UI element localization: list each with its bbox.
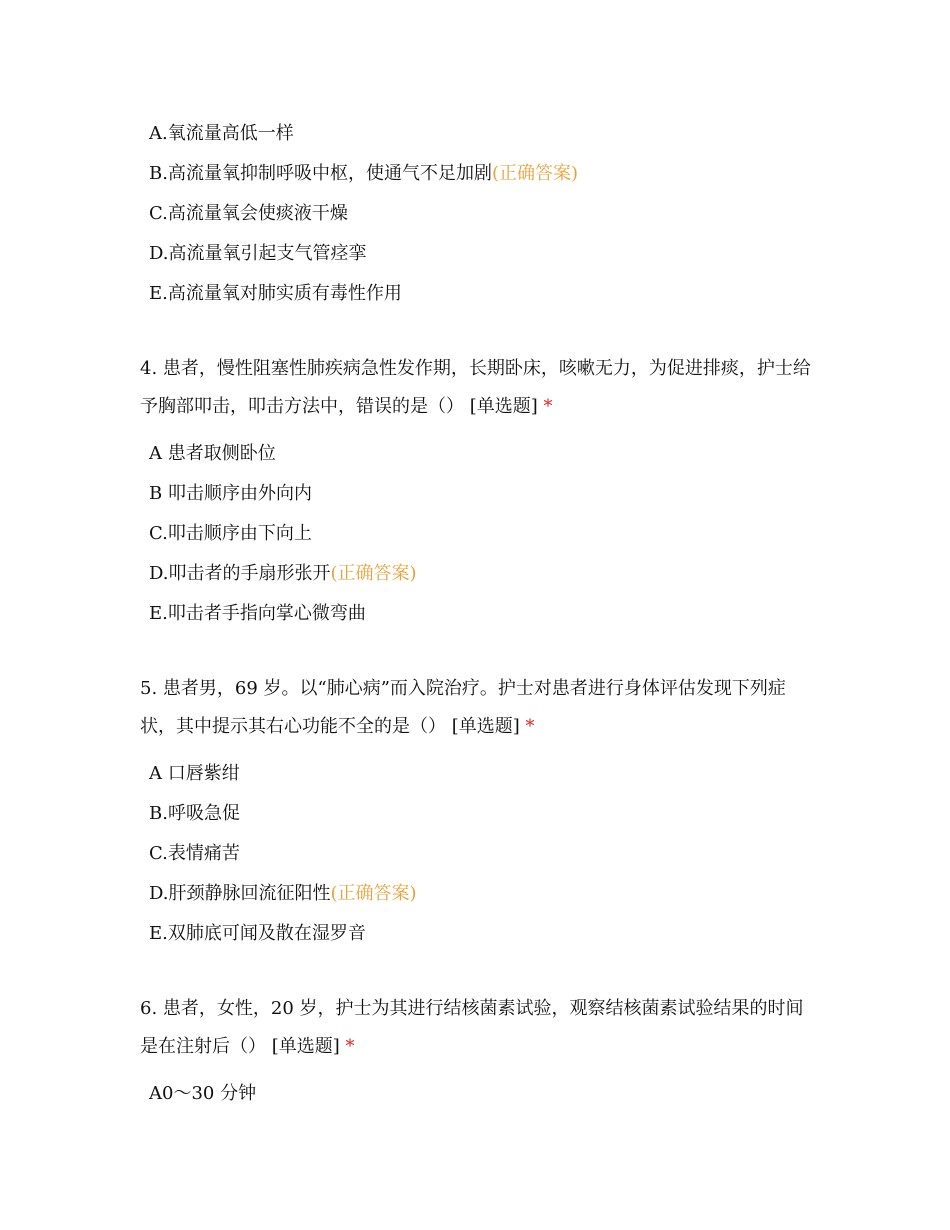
- correct-answer-tag: (正确答案): [330, 563, 417, 584]
- option-q5-b: [149, 802, 240, 826]
- option-q5-d: [149, 882, 417, 906]
- option-q3-e: [149, 282, 402, 306]
- option-text: D.肝颈静脉回流征阳性: [149, 883, 331, 904]
- option-text: B.呼吸急促: [149, 803, 240, 824]
- option-q3-c: [149, 202, 348, 226]
- option-text: D.叩击者的手扇形张开: [149, 563, 331, 584]
- required-marker: *: [525, 716, 535, 737]
- question-5-stem: [140, 670, 820, 746]
- required-marker: *: [543, 396, 553, 417]
- option-q3-d: [149, 242, 367, 266]
- option-q4-c: [149, 522, 312, 546]
- option-q4-d: [149, 562, 417, 586]
- option-text: B 叩击顺序由外向内: [149, 483, 312, 504]
- option-q4-e: [149, 602, 366, 626]
- option-text: C.高流量氧会使痰液干燥: [149, 203, 348, 224]
- correct-answer-tag: (正确答案): [330, 883, 417, 904]
- option-q5-e: [149, 922, 366, 946]
- option-text: E.叩击者手指向掌心微弯曲: [149, 603, 366, 624]
- option-text: E.双肺底可闻及散在湿罗音: [149, 923, 366, 944]
- option-text: A0～30 分钟: [149, 1083, 257, 1104]
- question-text: 5. 患者男，69 岁。以“肺心病”而入院治疗。护士对患者进行身体评估发现下列症状，其中提示其右心功能不全的是（）: [140, 678, 786, 737]
- option-text: E.高流量氧对肺实质有毒性作用: [149, 283, 402, 304]
- option-text: A.氧流量高低一样: [149, 123, 294, 144]
- required-marker: *: [345, 1036, 355, 1057]
- option-text: A 患者取侧卧位: [149, 443, 276, 464]
- question-text: 4. 患者，慢性阻塞性肺疾病急性发作期，长期卧床，咳嗽无力，为促进排痰，护士给予胸部叩击，叩击方法中，错误的是（）: [140, 358, 811, 417]
- question-type: [单选题]: [451, 716, 520, 737]
- option-text: D.高流量氧引起支气管痉挛: [149, 243, 367, 264]
- option-q4-a: [149, 442, 276, 466]
- option-q3-b: [149, 162, 578, 186]
- option-q5-c: [149, 842, 240, 866]
- option-q3-a: [149, 122, 294, 146]
- option-text: B.高流量氧抑制呼吸中枢，使通气不足加剧: [149, 163, 492, 184]
- question-type: [单选题]: [271, 1036, 340, 1057]
- option-q6-a: [149, 1082, 256, 1106]
- question-text: 6. 患者，女性，20 岁，护士为其进行结核菌素试验，观察结核菌素试验结果的时间是在注射后（）: [140, 998, 804, 1057]
- correct-answer-tag: (正确答案): [491, 163, 578, 184]
- question-4-stem: [140, 350, 820, 426]
- question-6-stem: [140, 990, 820, 1066]
- option-q4-b: [149, 482, 312, 506]
- option-q5-a: [149, 762, 240, 786]
- question-type: [单选题]: [469, 396, 538, 417]
- option-text: A 口唇紫绀: [149, 763, 240, 784]
- option-text: C.叩击顺序由下向上: [149, 523, 312, 544]
- option-text: C.表情痛苦: [149, 843, 240, 864]
